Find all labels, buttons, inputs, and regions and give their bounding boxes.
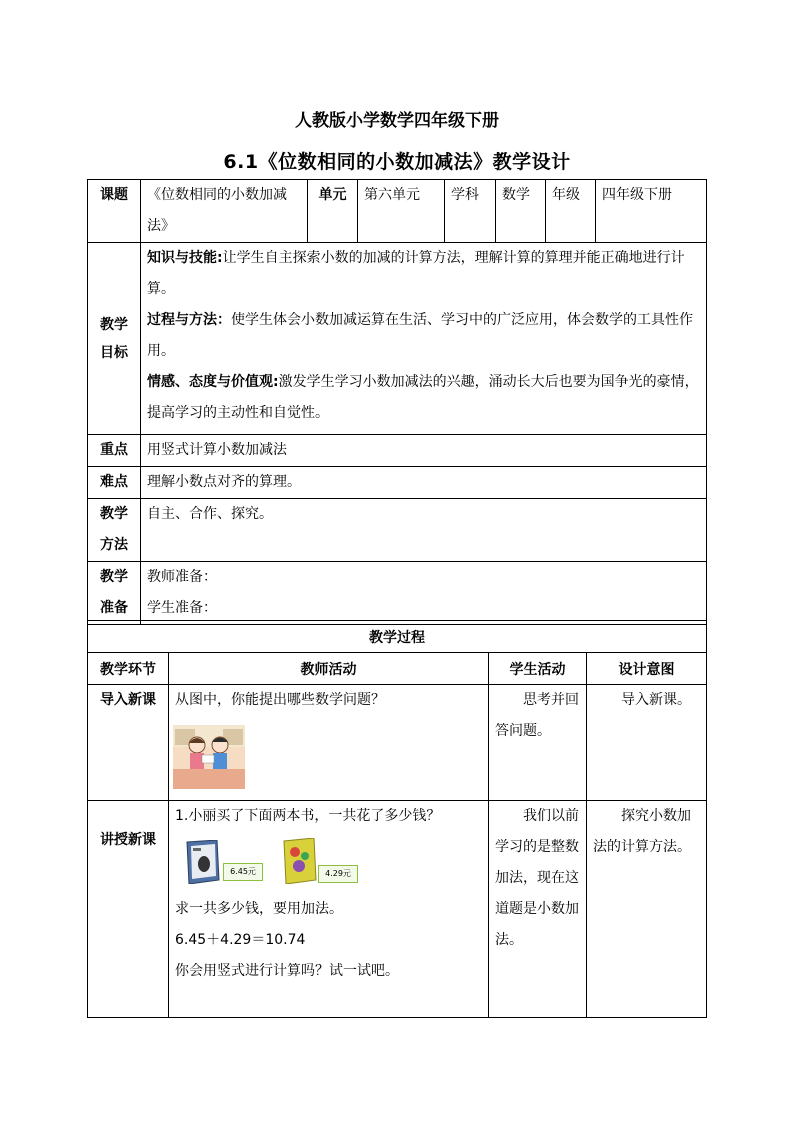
subject-label: 学科 (445, 180, 496, 243)
process-header-row (88, 653, 707, 685)
teaching-process-table (87, 620, 707, 1018)
intro-teacher: 从图中，你能提出哪些数学问题？ (169, 685, 489, 801)
lecture-intent: 探究小数加法的计算方法。 (587, 801, 707, 1018)
goal-emotion-text: 激发学生学习小数加减法的兴趣，涌动长大后也要为国争光的豪情，提高学习的主动性和自觉性。 (147, 374, 699, 421)
price-tag-2: 4.29元 (318, 865, 358, 883)
intro-stage: 导入新课 (88, 685, 169, 801)
subject-value: 数学 (496, 180, 546, 243)
book-2-icon (281, 838, 317, 884)
lecture-stage: 讲授新课 (88, 801, 169, 1018)
goal-process-text: 使学生体会小数加减运算在生活、学习中的广泛应用，体会数学的工具性作用。 (147, 312, 693, 359)
method-label: 教学方法 (88, 499, 141, 562)
key-point-value: 用竖式计算小数加减法 (141, 435, 707, 467)
grade-label: 年级 (546, 180, 596, 243)
lesson-label: 课题 (88, 180, 141, 243)
header-stage: 教学环节 (88, 653, 169, 685)
difficulty-label: 难点 (88, 467, 141, 499)
goals-content (141, 243, 707, 435)
goals-row (88, 243, 707, 435)
header-student: 学生活动 (489, 653, 587, 685)
goal-knowledge-text: 让学生自主探索小数的加减的计算方法，理解计算的算理并能正确地进行计算。 (147, 250, 685, 297)
intro-intent: 导入新课。 (587, 685, 707, 801)
difficulty-value: 理解小数点对齐的算理。 (141, 467, 707, 499)
lecture-row (88, 801, 707, 1018)
lecture-line4: 你会用竖式进行计算吗？试一试吧。 (175, 963, 399, 979)
process-title: 教学过程 (88, 621, 707, 653)
goal-process-head: 过程与方法： (147, 312, 231, 328)
key-point-label: 重点 (88, 435, 141, 467)
goal-process (147, 305, 702, 367)
difficulty-row (88, 467, 707, 499)
grade-value: 四年级下册 (596, 180, 707, 243)
method-row (88, 499, 707, 562)
teacher-preparation: 教师准备： (147, 569, 217, 585)
goal-emotion (147, 367, 702, 429)
document-title: 人教版小学数学四年级下册 (295, 111, 499, 131)
lecture-student: 我们以前学习的是整数加法，现在这道题是小数加法。 (489, 801, 587, 1018)
unit-value: 第六单元 (358, 180, 445, 243)
lecture-teacher (169, 801, 489, 1018)
price-tag-1: 6.45元 (223, 863, 263, 881)
method-value: 自主、合作、探究。 (141, 499, 707, 562)
preparation-value (141, 562, 707, 625)
lesson-title: 6.1《位数相同的小数加减法》教学设计 (223, 151, 571, 173)
lecture-line2: 求一共多少钱，要用加法。 (175, 901, 343, 917)
process-title-row (88, 621, 707, 653)
header-teacher: 教师活动 (169, 653, 489, 685)
goal-knowledge-head: 知识与技能: (147, 250, 223, 266)
lesson-info-table (87, 179, 707, 625)
key-point-row (88, 435, 707, 467)
intro-student: 思考并回答问题。 (489, 685, 587, 801)
lecture-question: 1.小丽买了下面两本书，一共花了多少钱？ (175, 808, 441, 824)
goals-label: 教学目标 (88, 243, 141, 435)
preparation-label: 教学准备 (88, 562, 141, 625)
goal-emotion-head: 情感、态度与价值观: (147, 374, 279, 390)
lesson-row (88, 180, 707, 243)
books-illustration-space (175, 832, 484, 894)
goal-knowledge (147, 243, 702, 305)
preparation-row (88, 562, 707, 625)
student-preparation: 学生准备： (147, 600, 217, 616)
lecture-equation: 6.45＋4.29＝10.74 (175, 932, 306, 948)
header-intent: 设计意图 (587, 653, 707, 685)
book-1-icon (183, 840, 221, 884)
unit-label: 单元 (308, 180, 358, 243)
children-illustration (173, 725, 245, 789)
lesson-value: 《位数相同的小数加减法》 (141, 180, 308, 243)
